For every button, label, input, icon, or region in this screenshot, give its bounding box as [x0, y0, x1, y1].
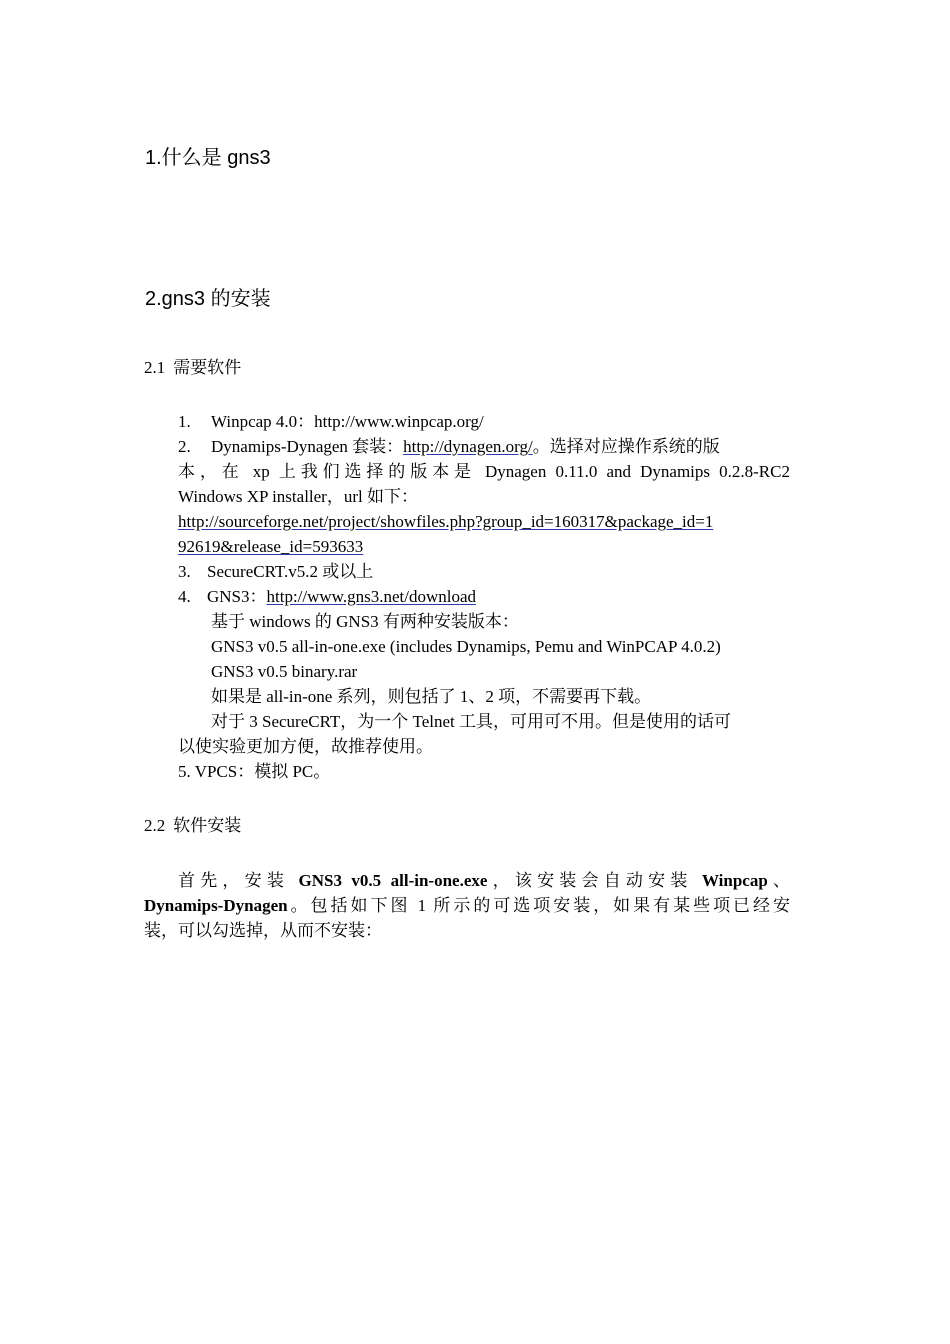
install-paragraph-line2	[144, 895, 790, 917]
list-text: GNS3：	[207, 587, 267, 606]
note-binary: GNS3 v0.5 binary.rar	[211, 662, 358, 681]
list-text: SecureCRT.v5.2 或以上	[207, 562, 374, 581]
note-no-download: 如果是 all-in-one 系列，则包括了 1、2 项，不需要再下载。	[211, 687, 652, 706]
para-text: ，该安装会自动安装	[487, 871, 702, 890]
para-text: 、	[767, 871, 791, 890]
list-item-dynamips-line2: 本，在 xp 上我们选择的版本是 Dynagen 0.11.0 and Dynamips 0.2.8-RC2	[178, 462, 790, 481]
sourceforge-link-line1	[178, 511, 790, 533]
list-text-suffix: 。选择对应操作系统的版	[532, 437, 720, 456]
list-item-securecrt	[178, 561, 790, 583]
gns3-download-link[interactable]: http://www.gns3.net/download	[266, 587, 477, 606]
heading-required-software	[144, 357, 241, 379]
list-number: 2.	[178, 437, 191, 456]
list-number: 4.	[178, 587, 191, 606]
list-item-winpcap	[178, 411, 790, 433]
note-versions: 基于 windows 的 GNS3 有两种安装版本：	[211, 612, 519, 631]
section-number: 2.1	[144, 358, 166, 377]
para-bold-winpcap: Winpcap	[701, 871, 768, 890]
sourceforge-link-cont[interactable]: 92619&release_id=593633	[178, 537, 364, 556]
para-text: 首先，安装	[178, 871, 299, 890]
list-item-vpcs: 5. VPCS：模拟 PC。	[178, 762, 331, 781]
list-item-dynamips-line3: Windows XP installer，url 如下：	[178, 487, 418, 506]
sourceforge-link-line2	[178, 536, 790, 558]
install-paragraph-line3: 装，可以勾选掉，从而不安装：	[144, 921, 382, 940]
note-securecrt-line2: 以使实验更加方便，故推荐使用。	[178, 737, 433, 756]
sourceforge-link[interactable]: http://sourceforge.net/project/showfiles.php?group_id=160317&package_id=1	[178, 512, 714, 531]
list-item-dynamips	[178, 436, 790, 458]
dynagen-link[interactable]: http://dynagen.org/	[403, 437, 533, 456]
list-text: Dynamips-Dynagen 套装：	[211, 437, 404, 456]
list-number: 3.	[178, 562, 191, 581]
install-paragraph-line1	[178, 870, 790, 892]
note-all-in-one: GNS3 v0.5 all-in-one.exe (includes Dynamips, Pemu and WinPCAP 4.0.2)	[211, 637, 721, 656]
para-bold-exe: GNS3 v0.5 all-in-one.exe	[298, 871, 488, 890]
section-number: 2.2	[144, 816, 166, 835]
para-bold-dynamips: Dynamips-Dynagen	[144, 896, 288, 915]
note-securecrt-line1: 对于 3 SecureCRT，为一个 Telnet 工具，可用可不用。但是使用的话可	[211, 712, 732, 731]
section-title: 软件安装	[173, 816, 242, 835]
list-number: 1.	[178, 412, 191, 431]
heading-software-setup	[144, 815, 241, 837]
list-item-gns3	[178, 586, 790, 608]
heading-gns3-install: 2.gns3 的安装	[145, 288, 271, 310]
heading-what-is-gns3: 1.什么是 gns3	[145, 147, 271, 169]
section-title: 需要软件	[173, 358, 242, 377]
list-text: Winpcap 4.0：http://www.winpcap.org/	[211, 412, 484, 431]
para-text: 。包括如下图 1 所示的可选项安装，如果有某些项已经安	[287, 896, 790, 915]
